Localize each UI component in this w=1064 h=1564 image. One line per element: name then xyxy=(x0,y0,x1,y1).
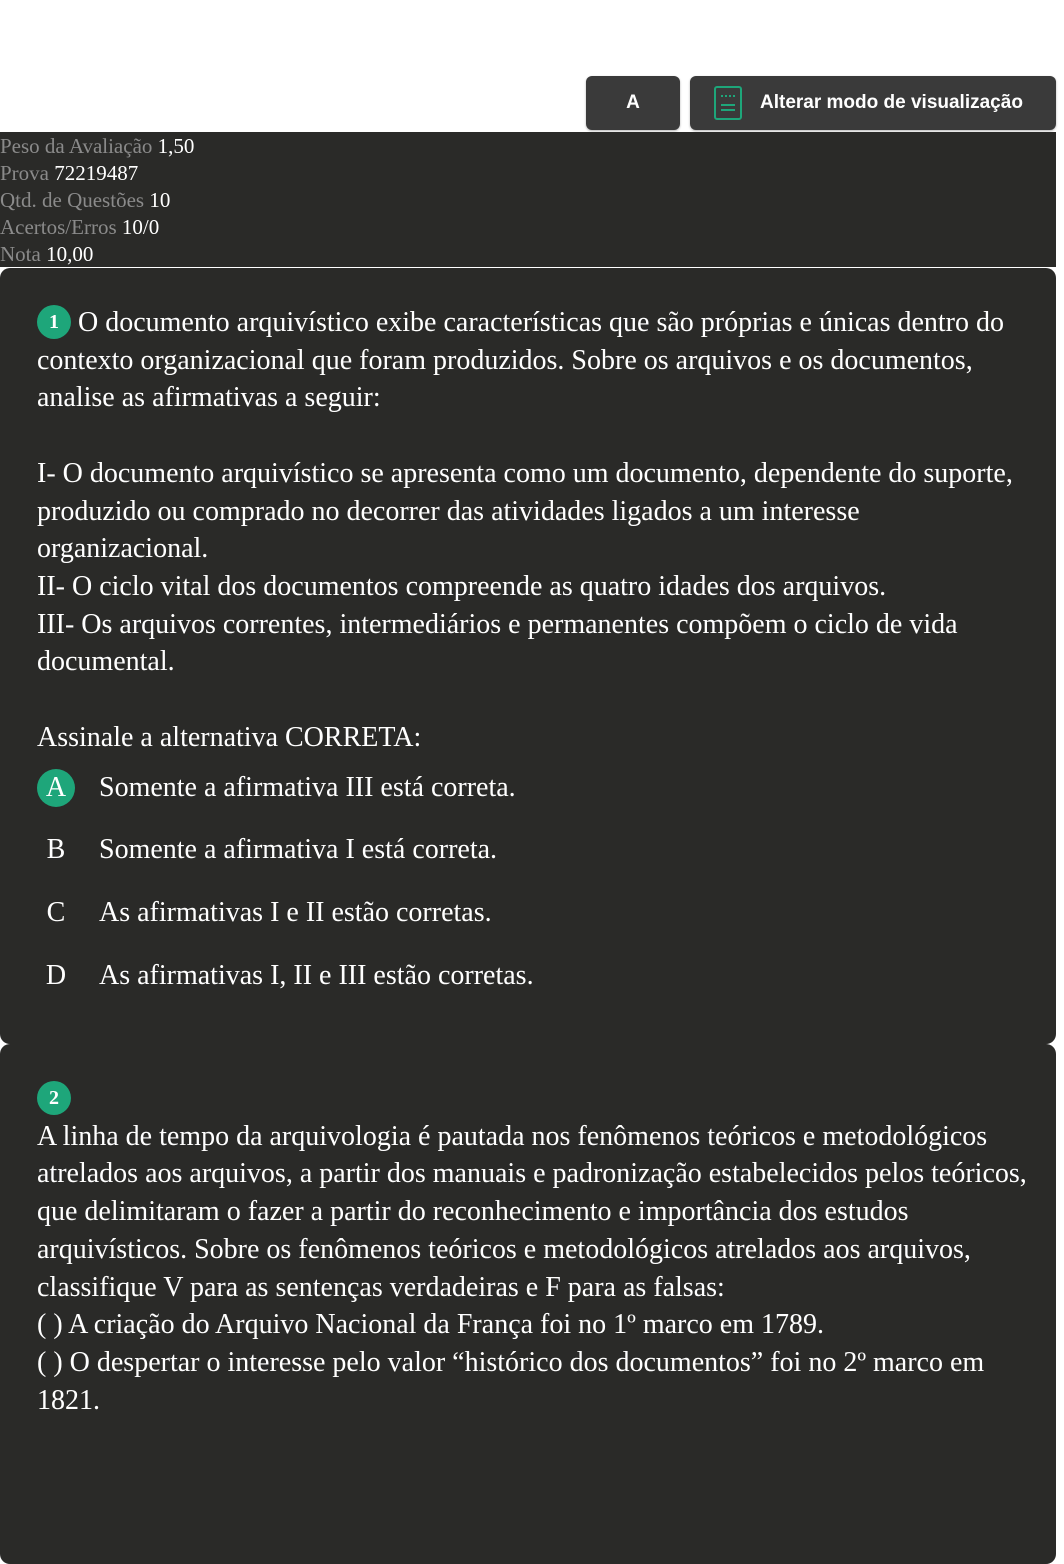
info-row-nota xyxy=(0,241,1056,268)
document-view-icon xyxy=(714,86,742,120)
option-text: As afirmativas I, II e III estão corretas. xyxy=(99,960,534,991)
evaluation-info-panel xyxy=(0,132,1056,267)
option-text: As afirmativas I e II estão corretas. xyxy=(99,897,492,928)
info-label: Qtd. de Questões xyxy=(0,188,145,212)
view-mode-button[interactable] xyxy=(690,76,1056,130)
question-card-2 xyxy=(0,1044,1056,1564)
statement-1: I- O documento arquivístico se apresenta como um documento, dependente do suporte, produzido ou comprado no decorrer das atividades ligados a um interesse organizacional. xyxy=(37,457,1013,565)
info-value: 10,00 xyxy=(46,242,94,266)
info-row-prova xyxy=(0,160,1056,187)
statement-2: II- O ciclo vital dos documentos compreende as quatro idades dos arquivos. xyxy=(37,570,887,602)
question-intro: O documento arquivístico exibe características que são próprias e únicas dentro do contexto organizacional que foram produzidos. Sobre os arquivos e os documentos, analise as afirmativas a seguir: xyxy=(37,307,1005,414)
info-value: 1,50 xyxy=(157,134,195,158)
info-label: Nota xyxy=(0,242,41,266)
question-intro: A linha de tempo da arquivologia é pautada nos fenômenos teóricos e metodológicos atrelados aos arquivos, a partir dos manuais e padronização estabelecidos pelos teóricos, que delimitaram o fazer a partir do reconhecimento e importância dos estudos arquivísticos. Sobre os fenômenos teóricos e metodológicos atrelados aos arquivos, classifique V para as sentenças verdadeiras e F para as falsas: xyxy=(37,1120,1027,1303)
info-row-acertos xyxy=(0,214,1056,241)
info-value: 10/0 xyxy=(121,215,160,239)
question-1-text xyxy=(37,304,1027,756)
question-item-1: ( ) A criação do Arquivo Nacional da França foi no 1º marco em 1789. xyxy=(37,1309,824,1341)
question-item-2: ( ) O despertar o interesse pelo valor “histórico dos documentos” foi no 2º marco em 1821. xyxy=(37,1346,985,1416)
info-label: Prova xyxy=(0,161,49,185)
info-label: Acertos/Erros xyxy=(0,215,117,239)
font-size-button[interactable]: A xyxy=(586,76,680,130)
question-prompt: Assinale a alternativa CORRETA: xyxy=(37,721,422,753)
info-value: 72219487 xyxy=(54,161,139,185)
info-row-questoes xyxy=(0,187,1056,214)
question-number-badge: 2 xyxy=(37,1081,71,1115)
info-value: 10 xyxy=(149,188,171,212)
question-number-badge: 1 xyxy=(37,305,71,339)
question-2-text xyxy=(37,1080,1027,1419)
view-mode-label: Alterar modo de visualização xyxy=(760,92,1023,113)
option-letter: B xyxy=(46,834,66,865)
option-c[interactable] xyxy=(37,893,492,933)
option-a[interactable] xyxy=(37,768,516,808)
question-card-1 xyxy=(0,268,1056,1044)
info-label: Peso da Avaliação xyxy=(0,134,153,158)
option-text: Somente a afirmativa I está correta. xyxy=(99,834,498,865)
option-b[interactable] xyxy=(37,830,497,870)
statement-3: III- Os arquivos correntes, intermediários e permanentes compõem o ciclo de vida documental. xyxy=(37,608,958,678)
option-d[interactable] xyxy=(37,956,534,996)
option-letter: C xyxy=(46,897,66,928)
option-letter-selected: A xyxy=(37,769,75,807)
info-row-peso xyxy=(0,133,1056,160)
option-letter: D xyxy=(45,960,67,991)
option-text: Somente a afirmativa III está correta. xyxy=(99,772,516,803)
